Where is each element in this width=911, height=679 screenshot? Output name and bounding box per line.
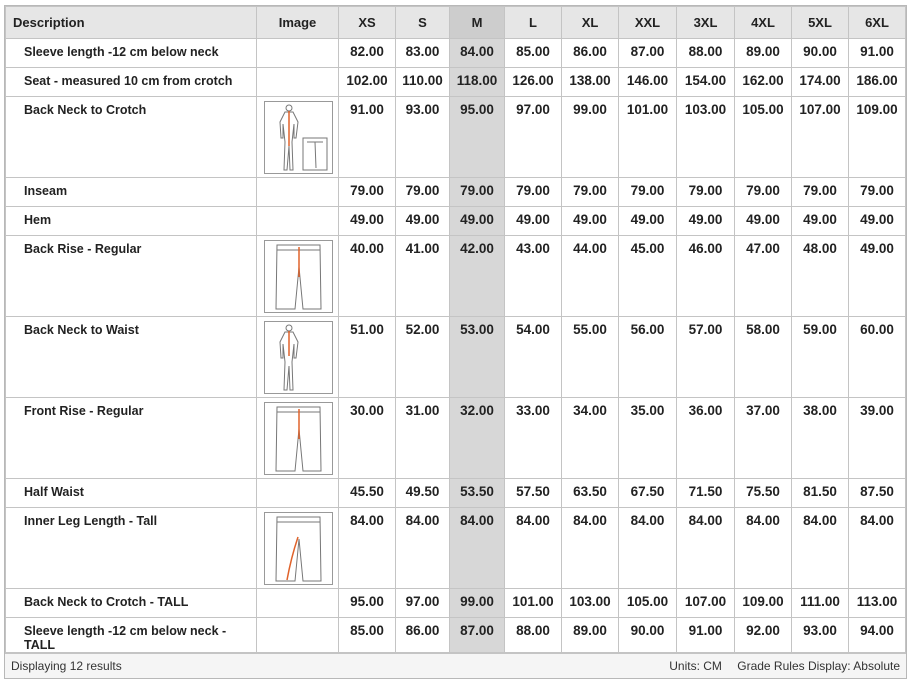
table-footer <box>5 653 906 678</box>
size-value-xxl: 105.00 <box>619 589 677 618</box>
size-value-xl: 84.00 <box>562 508 619 589</box>
size-value-xs: 45.50 <box>339 479 396 508</box>
grade-rules-label: Grade Rules Display: Absolute <box>737 659 900 673</box>
size-value-l: 43.00 <box>505 236 562 317</box>
size-value-s: 97.00 <box>396 589 450 618</box>
size-value-4xl: 49.00 <box>735 207 792 236</box>
size-value-m: 53.50 <box>450 479 505 508</box>
size-value-5xl: 49.00 <box>792 207 849 236</box>
column-header-size-l[interactable]: L <box>505 7 562 39</box>
size-value-3xl: 49.00 <box>677 207 735 236</box>
size-value-6xl: 87.50 <box>849 479 906 508</box>
column-header-size-5xl[interactable]: 5XL <box>792 7 849 39</box>
size-value-3xl: 79.00 <box>677 178 735 207</box>
size-value-s: 110.00 <box>396 68 450 97</box>
size-value-l: 33.00 <box>505 398 562 479</box>
table-row[interactable] <box>6 398 906 479</box>
size-value-l: 97.00 <box>505 97 562 178</box>
size-value-6xl: 91.00 <box>849 39 906 68</box>
size-value-4xl: 47.00 <box>735 236 792 317</box>
column-header-size-xl[interactable]: XL <box>562 7 619 39</box>
size-value-5xl: 93.00 <box>792 618 849 653</box>
size-value-s: 93.00 <box>396 97 450 178</box>
size-value-xs: 40.00 <box>339 236 396 317</box>
size-value-xs: 51.00 <box>339 317 396 398</box>
size-value-m: 32.00 <box>450 398 505 479</box>
size-value-3xl: 57.00 <box>677 317 735 398</box>
size-value-s: 52.00 <box>396 317 450 398</box>
column-header-size-3xl[interactable]: 3XL <box>677 7 735 39</box>
column-header-size-xs[interactable]: XS <box>339 7 396 39</box>
table-row[interactable] <box>6 508 906 589</box>
size-value-5xl: 38.00 <box>792 398 849 479</box>
pants-inner-leg-diagram[interactable] <box>264 512 333 585</box>
table-row[interactable] <box>6 479 906 508</box>
size-value-s: 31.00 <box>396 398 450 479</box>
size-value-4xl: 58.00 <box>735 317 792 398</box>
measurement-image-cell <box>257 317 339 398</box>
column-header-size-6xl[interactable]: 6XL <box>849 7 906 39</box>
size-value-4xl: 75.50 <box>735 479 792 508</box>
size-value-xs: 95.00 <box>339 589 396 618</box>
measurement-description: Back Neck to Crotch <box>6 97 257 178</box>
size-value-6xl: 84.00 <box>849 508 906 589</box>
size-value-xl: 86.00 <box>562 39 619 68</box>
size-value-xl: 103.00 <box>562 589 619 618</box>
column-header-size-s[interactable]: S <box>396 7 450 39</box>
size-value-m: 84.00 <box>450 39 505 68</box>
size-value-6xl: 94.00 <box>849 618 906 653</box>
size-value-l: 101.00 <box>505 589 562 618</box>
size-value-xl: 55.00 <box>562 317 619 398</box>
table-row[interactable] <box>6 207 906 236</box>
size-value-5xl: 90.00 <box>792 39 849 68</box>
size-value-5xl: 59.00 <box>792 317 849 398</box>
size-value-5xl: 107.00 <box>792 97 849 178</box>
column-header-size-xxl[interactable]: XXL <box>619 7 677 39</box>
measurement-description: Sleeve length -12 cm below neck <box>6 39 257 68</box>
size-value-m: 42.00 <box>450 236 505 317</box>
size-value-xl: 34.00 <box>562 398 619 479</box>
size-value-xs: 85.00 <box>339 618 396 653</box>
size-value-6xl: 186.00 <box>849 68 906 97</box>
size-value-xxl: 146.00 <box>619 68 677 97</box>
measurement-image-cell <box>257 97 339 178</box>
size-value-3xl: 46.00 <box>677 236 735 317</box>
size-value-xs: 102.00 <box>339 68 396 97</box>
size-value-xxl: 84.00 <box>619 508 677 589</box>
size-value-4xl: 84.00 <box>735 508 792 589</box>
size-value-3xl: 36.00 <box>677 398 735 479</box>
pants-front-diagram[interactable] <box>264 402 333 475</box>
size-value-xl: 89.00 <box>562 618 619 653</box>
size-value-4xl: 37.00 <box>735 398 792 479</box>
size-value-5xl: 48.00 <box>792 236 849 317</box>
size-value-5xl: 111.00 <box>792 589 849 618</box>
size-value-m: 99.00 <box>450 589 505 618</box>
size-value-s: 49.50 <box>396 479 450 508</box>
size-value-xl: 44.00 <box>562 236 619 317</box>
size-value-s: 49.00 <box>396 207 450 236</box>
size-value-xs: 30.00 <box>339 398 396 479</box>
measurement-image-cell <box>257 39 339 68</box>
size-value-xxl: 35.00 <box>619 398 677 479</box>
measurement-image-cell <box>257 618 339 653</box>
measurement-image-cell <box>257 178 339 207</box>
column-header-size-4xl[interactable]: 4XL <box>735 7 792 39</box>
size-value-xs: 82.00 <box>339 39 396 68</box>
column-header-image: Image <box>257 7 339 39</box>
table-row[interactable] <box>6 39 906 68</box>
table-row[interactable] <box>6 589 906 618</box>
measurement-description: Sleeve length -12 cm below neck - TALL <box>6 618 257 653</box>
table-row[interactable] <box>6 178 906 207</box>
size-value-l: 79.00 <box>505 178 562 207</box>
measurement-description: Inseam <box>6 178 257 207</box>
size-value-xs: 91.00 <box>339 97 396 178</box>
table-row[interactable] <box>6 97 906 178</box>
size-value-6xl: 113.00 <box>849 589 906 618</box>
size-value-l: 54.00 <box>505 317 562 398</box>
size-value-4xl: 105.00 <box>735 97 792 178</box>
size-value-4xl: 92.00 <box>735 618 792 653</box>
units-label: Units: CM <box>669 659 722 673</box>
size-value-4xl: 109.00 <box>735 589 792 618</box>
size-value-5xl: 79.00 <box>792 178 849 207</box>
size-value-s: 79.00 <box>396 178 450 207</box>
size-value-s: 83.00 <box>396 39 450 68</box>
size-value-xxl: 67.50 <box>619 479 677 508</box>
size-value-3xl: 84.00 <box>677 508 735 589</box>
size-value-3xl: 71.50 <box>677 479 735 508</box>
measurement-description: Front Rise - Regular <box>6 398 257 479</box>
size-value-6xl: 49.00 <box>849 207 906 236</box>
column-header-description[interactable]: Description <box>6 7 257 39</box>
size-value-m: 84.00 <box>450 508 505 589</box>
table-row[interactable] <box>6 68 906 97</box>
size-value-6xl: 109.00 <box>849 97 906 178</box>
size-value-6xl: 39.00 <box>849 398 906 479</box>
size-value-3xl: 103.00 <box>677 97 735 178</box>
measurement-description: Back Rise - Regular <box>6 236 257 317</box>
size-value-l: 126.00 <box>505 68 562 97</box>
size-value-s: 41.00 <box>396 236 450 317</box>
size-value-xxl: 45.00 <box>619 236 677 317</box>
size-value-m: 49.00 <box>450 207 505 236</box>
size-value-6xl: 79.00 <box>849 178 906 207</box>
size-chart-panel <box>4 5 907 679</box>
measurement-image-cell <box>257 236 339 317</box>
measurement-image-cell <box>257 589 339 618</box>
measurement-description: Back Neck to Crotch - TALL <box>6 589 257 618</box>
measurement-description: Seat - measured 10 cm from crotch <box>6 68 257 97</box>
measurement-image-cell <box>257 398 339 479</box>
size-value-xs: 49.00 <box>339 207 396 236</box>
size-value-l: 57.50 <box>505 479 562 508</box>
size-value-m: 95.00 <box>450 97 505 178</box>
coverall-diagram[interactable] <box>264 101 333 174</box>
measurement-description: Back Neck to Waist <box>6 317 257 398</box>
table-row[interactable] <box>6 618 906 653</box>
size-value-xxl: 87.00 <box>619 39 677 68</box>
table-row[interactable] <box>6 236 906 317</box>
coverall-waist-diagram[interactable] <box>264 321 333 394</box>
size-value-xl: 99.00 <box>562 97 619 178</box>
size-value-5xl: 174.00 <box>792 68 849 97</box>
size-value-xl: 63.50 <box>562 479 619 508</box>
size-value-xl: 49.00 <box>562 207 619 236</box>
size-value-xxl: 90.00 <box>619 618 677 653</box>
size-value-xs: 79.00 <box>339 178 396 207</box>
size-value-l: 84.00 <box>505 508 562 589</box>
size-value-l: 85.00 <box>505 39 562 68</box>
size-value-l: 49.00 <box>505 207 562 236</box>
measurement-image-cell <box>257 68 339 97</box>
size-value-4xl: 89.00 <box>735 39 792 68</box>
pants-diagram[interactable] <box>264 240 333 313</box>
size-value-xs: 84.00 <box>339 508 396 589</box>
size-value-xl: 79.00 <box>562 178 619 207</box>
size-value-s: 86.00 <box>396 618 450 653</box>
measurement-description: Half Waist <box>6 479 257 508</box>
size-value-m: 79.00 <box>450 178 505 207</box>
size-value-6xl: 60.00 <box>849 317 906 398</box>
results-count: Displaying 12 results <box>11 659 122 673</box>
size-value-5xl: 84.00 <box>792 508 849 589</box>
measurement-description: Inner Leg Length - Tall <box>6 508 257 589</box>
measurement-image-cell <box>257 207 339 236</box>
size-value-m: 118.00 <box>450 68 505 97</box>
table-row[interactable] <box>6 317 906 398</box>
measurement-image-cell <box>257 508 339 589</box>
size-value-xxl: 79.00 <box>619 178 677 207</box>
size-value-5xl: 81.50 <box>792 479 849 508</box>
size-value-3xl: 88.00 <box>677 39 735 68</box>
size-value-xxl: 101.00 <box>619 97 677 178</box>
size-value-xxl: 56.00 <box>619 317 677 398</box>
footer-settings <box>657 659 900 673</box>
size-value-3xl: 154.00 <box>677 68 735 97</box>
size-chart-body <box>6 39 906 653</box>
size-value-xl: 138.00 <box>562 68 619 97</box>
size-value-6xl: 49.00 <box>849 236 906 317</box>
size-value-s: 84.00 <box>396 508 450 589</box>
size-value-m: 53.00 <box>450 317 505 398</box>
column-header-size-m[interactable]: M <box>450 7 505 39</box>
size-value-l: 88.00 <box>505 618 562 653</box>
measurement-image-cell <box>257 479 339 508</box>
size-chart-table <box>5 6 906 653</box>
size-value-xxl: 49.00 <box>619 207 677 236</box>
size-value-4xl: 162.00 <box>735 68 792 97</box>
size-value-m: 87.00 <box>450 618 505 653</box>
size-value-3xl: 91.00 <box>677 618 735 653</box>
size-value-3xl: 107.00 <box>677 589 735 618</box>
size-value-4xl: 79.00 <box>735 178 792 207</box>
measurement-description: Hem <box>6 207 257 236</box>
header-row <box>6 7 906 39</box>
